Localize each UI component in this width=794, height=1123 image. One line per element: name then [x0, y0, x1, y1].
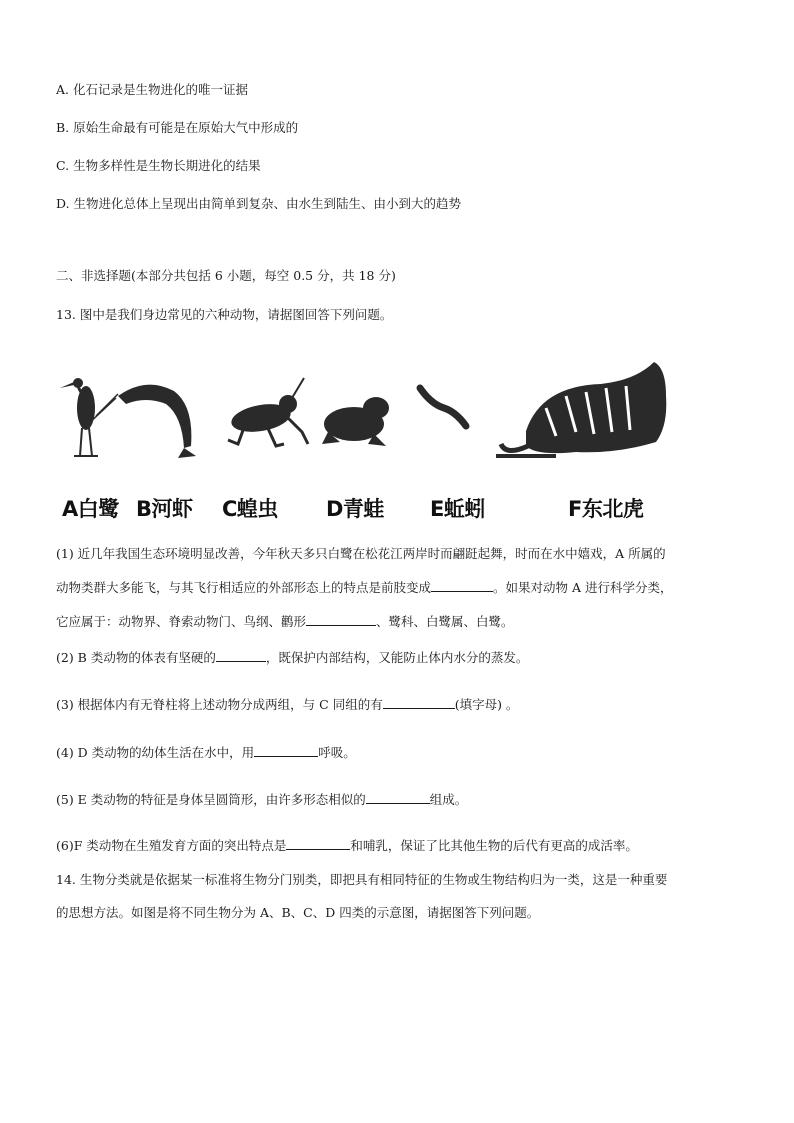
q13-part5	[56, 790, 467, 808]
figure-label-d: D青蛙	[326, 497, 384, 521]
q13-part3-text-b: (填字母) 。	[454, 697, 519, 712]
answer-blank-6[interactable]	[286, 837, 350, 850]
section-heading: 二、非选择题(本部分共包括 6 小题，每空 0.5 分，共 18 分)	[56, 268, 396, 283]
figure-label-e: E蚯蚓	[430, 497, 485, 521]
q13-part2	[56, 648, 528, 666]
option-d: D. 生物进化总体上呈现出由简单到复杂、由水生到陆生、由小到大的趋势	[56, 196, 462, 211]
answer-blank-5[interactable]	[366, 791, 430, 804]
q14-line2: 的思想方法。如图是将不同生物分为 A、B、C、D 四类的示意图，请据图答下列问题。	[56, 905, 540, 920]
grasshopper-illustration	[228, 378, 308, 446]
q13-part2-text-a: (2) B 类动物的体表有坚硬的	[56, 650, 216, 665]
q13-part6-text-a: (6)F 类动物在生殖发育方面的突出特点是	[56, 838, 287, 853]
q13-part4-text-b: 呼吸。	[318, 745, 356, 760]
q13-part3-text-a: (3) 根据体内有无脊柱将上述动物分成两组，与 C 同组的有	[56, 697, 383, 712]
answer-blank-3[interactable]	[383, 696, 455, 709]
option-b: B. 原始生命最有可能是在原始大气中形成的	[56, 120, 299, 135]
q13-part3	[56, 695, 518, 713]
egret-illustration	[60, 378, 98, 456]
figure-label-c: C蝗虫	[222, 497, 278, 521]
frog-illustration	[322, 397, 389, 446]
q13-part1-line3-text-a: 它应属于：动物界、脊索动物门、鸟纲、鹳形	[56, 614, 307, 629]
q13-part1-line2	[56, 578, 673, 596]
answer-blank-2[interactable]	[216, 649, 266, 662]
earthworm-illustration	[420, 388, 466, 426]
shrimp-illustration	[86, 385, 196, 458]
q13-part5-text-b: 组成。	[429, 792, 468, 807]
answer-blank-4[interactable]	[254, 744, 318, 757]
figure-label-b: B河虾	[136, 497, 193, 521]
q13-part5-text-a: (5) E 类动物的特征是身体呈圆筒形，由许多形态相似的	[56, 792, 366, 807]
q13-part1-line2-text-a: 动物类群大多能飞，与其飞行相适应的外部形态上的特点是前肢变成	[56, 580, 432, 595]
q13-part6	[56, 836, 638, 854]
figure-label-a: A白鹭	[62, 497, 119, 521]
q13-part2-text-b: ，既保护内部结构，又能防止体内水分的蒸发。	[265, 650, 529, 665]
q13-stem: 13. 图中是我们身边常见的六种动物，请据图回答下列问题。	[56, 307, 393, 322]
answer-blank-1-order[interactable]	[306, 613, 376, 626]
q13-part1-line3	[56, 612, 514, 630]
q14-line1: 14. 生物分类就是依据某一标准将生物分门别类，即把具有相同特征的生物或生物结构归为一类，这是一种重要	[56, 872, 668, 887]
q13-part1-line1: (1) 近几年我国生态环境明显改善，今年秋天多只白鹭在松花江两岸时而翩跹起舞，时而在水中嬉戏，A 所属的	[56, 546, 666, 561]
answer-blank-1-wings[interactable]	[431, 579, 493, 592]
option-c: C. 生物多样性是生物长期进化的结果	[56, 158, 261, 173]
q13-part4	[56, 743, 356, 761]
q13-part6-text-b: 和哺乳，保证了比其他生物的后代有更高的成活率。	[350, 838, 638, 853]
q13-part1-line3-text-b: 、鹭科、白鹭属、白鹭。	[376, 614, 514, 629]
q13-part4-text-a: (4) D 类动物的幼体生活在水中，用	[56, 745, 255, 760]
q13-part1-line2-text-b: 。如果对动物 A 进行科学分类，	[493, 580, 673, 595]
option-a: A. 化石记录是生物进化的唯一证据	[56, 82, 248, 97]
tiger-illustration	[496, 362, 666, 456]
figure-label-f: F东北虎	[568, 497, 644, 521]
